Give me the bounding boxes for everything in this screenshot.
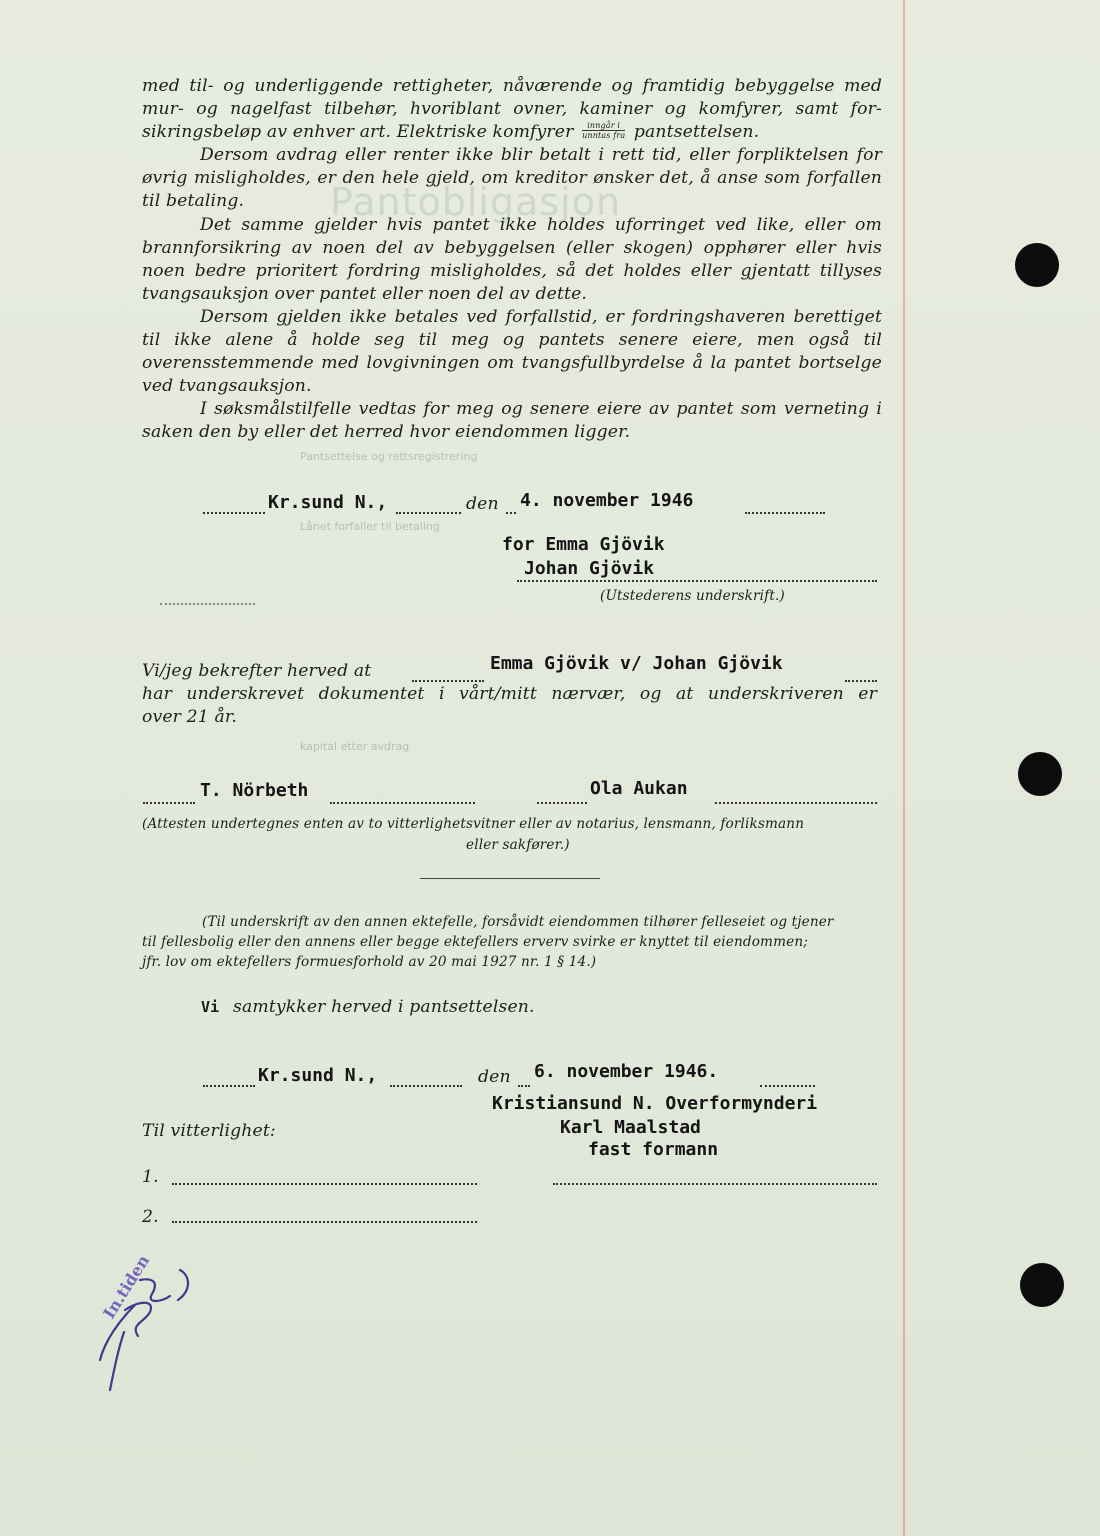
- issuer-signer: Johan Gjövik: [524, 558, 655, 579]
- dotted-line: [760, 1085, 815, 1087]
- consent-line: [201, 997, 535, 1017]
- consent-date: 6. november 1946.: [534, 1061, 719, 1082]
- officer-title: fast formann: [588, 1139, 719, 1160]
- terms-text: [142, 75, 882, 445]
- witness-one: T. Nörbeth: [200, 780, 309, 801]
- witness-line: [172, 1183, 477, 1185]
- issuer-for-line: for Emma Gjövik: [502, 534, 665, 555]
- stamp-and-initials: [80, 1250, 220, 1400]
- bleed-through-heading: Pantobligasjon: [330, 180, 622, 224]
- fraction-top: inngår i: [582, 121, 625, 131]
- witness-two: Ola Aukan: [590, 778, 688, 799]
- spouse-note-line: jfr. lov om ektefellers formuesforhold av 20 mai 1927 nr. 1 § 14.): [142, 954, 597, 970]
- dotted-line: [537, 802, 587, 804]
- dotted-line: [518, 1085, 530, 1087]
- confirmation-line: har underskrevet dokumentet i vårt/mitt nærvær, og at underskriveren er: [142, 684, 877, 704]
- confirmed-person: Emma Gjövik v/ Johan Gjövik: [490, 653, 783, 674]
- dotted-line: [715, 802, 877, 804]
- dotted-line: [203, 1085, 255, 1087]
- bleed-through-text: Pantsettelse og rettsregistrering: [300, 450, 478, 463]
- spouse-note-line: (Til underskrift av den annen ektefelle, forsåvidt eiendommen tilhører felleseiet og tjener: [202, 914, 834, 930]
- guardianship-office: Kristiansund N. Overformynderi: [492, 1093, 818, 1114]
- paragraph-default: Dersom avdrag eller renter ikke blir betalt i rett tid, eller forpliktelsen for øvrig misligholdes, er den hele gjeld, om kreditor ønsker det, å anse som forfallen til betaling.: [142, 145, 882, 212]
- issue-place: Kr.sund N.,: [268, 492, 388, 513]
- inclusion-fraction: [582, 121, 625, 140]
- dotted-line: [330, 802, 475, 804]
- consent-text: samtykker herved i pantsettelsen.: [233, 997, 535, 1017]
- dotted-line: [745, 512, 825, 514]
- separator-rule: [420, 878, 600, 879]
- issue-date: 4. november 1946: [520, 490, 694, 511]
- bleed-through-text: Lånet forfaller til betaling: [300, 520, 440, 533]
- witness-number: 1.: [142, 1167, 159, 1187]
- fraction-bottom: unntas fra: [582, 131, 626, 141]
- dotted-line: [845, 680, 877, 682]
- punch-hole: [1018, 752, 1062, 796]
- punch-hole: [1020, 1263, 1064, 1307]
- red-margin-line: [903, 0, 905, 1536]
- paragraph-venue: I søksmålstilfelle vedtas for meg og senere eiere av pantet som verneting i saken den by eller det herred hvor eiendommen ligger.: [142, 399, 882, 443]
- paragraph-collateral: Det samme gjelder hvis pantet ikke holdes uforringet ved like, eller om brannforsikring av noen del av bebyggelsen (eller skogen) opphører eller hvis noen bedre prioritert fordring misligholdes, så det holdes eller gjentatt tillyses tvangsauksjon over pantet eller noen del av dette.: [142, 214, 882, 304]
- signature-caption: (Utstederens underskrift.): [600, 588, 785, 604]
- dotted-line: [396, 512, 461, 514]
- dotted-line: [506, 512, 516, 514]
- witness-line: [553, 1183, 877, 1185]
- text-line: [142, 121, 882, 144]
- witness-caption: eller sakfører.): [466, 837, 570, 853]
- consent-pronoun-typed-over: [201, 997, 233, 1017]
- confirmation-line: over 21 år.: [142, 707, 237, 727]
- paragraph-enforcement: Dersom gjelden ikke betales ved forfallstid, er fordringshaveren berettiget til ikke alene å holde seg til meg og pantets senere eiere, men også til overensstemmende med lovgivningen om tvangsfullbyrdelse å la pantet bortselge ved tvangsauksjon.: [142, 306, 882, 397]
- confirmation-prefix: Vi/jeg bekrefter herved at: [142, 661, 372, 681]
- den-label: den: [478, 1067, 511, 1087]
- den-label: den: [466, 494, 499, 514]
- dotted-line: [412, 680, 484, 682]
- witness-number: 2.: [142, 1207, 159, 1227]
- purple-stamp: [99, 1251, 153, 1322]
- witness-caption: (Attesten undertegnes enten av to vitterlighetsvitner eller av notarius, lensmann, forliksmann: [142, 816, 805, 832]
- dotted-line: [390, 1085, 462, 1087]
- typed-pronoun: Vi: [201, 998, 220, 1016]
- witness-line: [172, 1221, 477, 1223]
- consent-place: Kr.sund N.,: [258, 1065, 378, 1086]
- spouse-note-line: til fellesbolig eller den annens eller begge ektefellers erverv svirke er knyttet til eiendommen;: [142, 934, 808, 950]
- text-fragment: sikringsbeløp av enhver art. Elektriske komfyrer: [142, 122, 574, 143]
- svg-text:In.tiden: In.tiden: [99, 1251, 154, 1322]
- signature-line: [517, 580, 877, 582]
- punch-hole: [1015, 243, 1059, 287]
- dotted-line: [203, 512, 265, 514]
- faint-dotted-line: [160, 603, 255, 605]
- text-line: med til- og underliggende rettigheter, nåværende og framtidig bebyggelse med: [142, 76, 882, 96]
- text-fragment: pantsettelsen.: [633, 122, 760, 143]
- bleed-through-text: kapital etter avdrag: [300, 740, 410, 753]
- text-line: mur- og nagelfast tilbehør, hvoriblant ovner, kaminer og komfyrer, samt for-: [142, 99, 882, 120]
- vitterlighet-label: Til vitterlighet:: [142, 1121, 276, 1141]
- officer-name: Karl Maalstad: [560, 1117, 701, 1138]
- dotted-line: [143, 802, 195, 804]
